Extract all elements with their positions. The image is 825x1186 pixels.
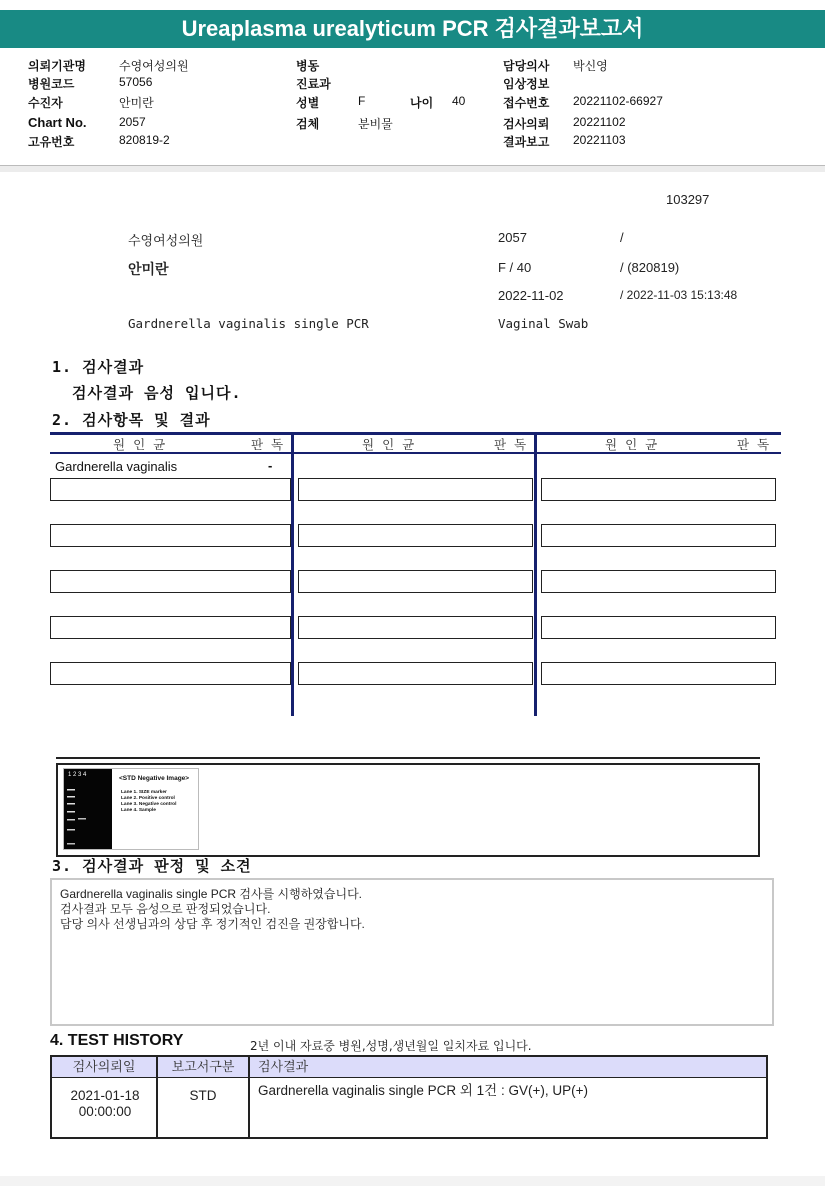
- report-title: Ureaplasma urealyticum PCR 검사결과보고서: [0, 10, 825, 48]
- summary-test-name: Gardnerella vaginalis single PCR: [128, 316, 369, 331]
- specimen-label: 검체: [296, 117, 320, 131]
- gel-lane-1: Lane 1. SIZE marker: [121, 790, 167, 795]
- gel-top-rule: [56, 757, 760, 759]
- summary-request-date: 2022-11-02: [498, 288, 564, 303]
- section2-heading: 2. 검사항목 및 결과: [52, 411, 211, 429]
- finding-line-2: 검사결과 모두 음성으로 판정되었습니다.: [60, 902, 271, 916]
- gel-bands-graphic: [64, 769, 112, 849]
- header-separator: [0, 166, 825, 172]
- summary-specimen: Vaginal Swab: [498, 316, 589, 331]
- chart-value: 2057: [119, 115, 146, 129]
- header-row-2: [0, 75, 825, 93]
- receipt-value: 20221102-66927: [573, 94, 663, 108]
- result-box: [50, 662, 291, 685]
- history-col-type: 보고서구분: [171, 1060, 235, 1075]
- col1-reading-header: 판독: [251, 437, 292, 452]
- col3-reading-header: 판독: [737, 437, 778, 452]
- gel-lane-4: Lane 4. Sample: [121, 808, 156, 813]
- gel-image: [63, 768, 199, 850]
- result-box: [541, 616, 776, 639]
- col3-pathogen-header: 원인균: [605, 437, 666, 452]
- result-box: [541, 524, 776, 547]
- summary-chart: 2057: [498, 230, 527, 245]
- summary-sex-age: F / 40: [498, 260, 532, 275]
- section4-heading: 4. TEST HISTORY: [50, 1032, 184, 1049]
- receipt-label: 접수번호: [503, 96, 550, 110]
- ward-label: 병동: [296, 59, 320, 73]
- header-row-3: [0, 94, 825, 112]
- summary-patient: 안미란: [128, 261, 169, 277]
- age-value: 40: [452, 94, 466, 108]
- specimen-value: 분비물: [358, 117, 393, 131]
- chart-label: Chart No.: [28, 115, 87, 130]
- sex-value: F: [358, 94, 366, 108]
- results-grid-header-bottom: [50, 452, 781, 454]
- summary-birth: / (820819): [620, 260, 680, 275]
- unique-label: 고유번호: [28, 135, 75, 149]
- hospital-code-label: 병원코드: [28, 77, 75, 91]
- history-row-type: STD: [189, 1088, 217, 1103]
- history-col-date: 검사의뢰일: [72, 1060, 136, 1075]
- result-box: [50, 524, 291, 547]
- summary-report-datetime: / 2022-11-03 15:13:48: [620, 288, 738, 302]
- result-item-reading: -: [268, 458, 273, 473]
- doctor-value: 박신영: [573, 59, 608, 73]
- history-header-row: [52, 1057, 766, 1078]
- unique-value: 820819-2: [119, 133, 170, 147]
- request-label: 검사의뢰: [503, 117, 550, 131]
- col2-reading-header: 판독: [494, 437, 535, 452]
- section3-heading: 3. 검사결과 판정 및 소견: [52, 857, 252, 875]
- summary-slash: /: [620, 230, 624, 245]
- result-box: [541, 570, 776, 593]
- col2-pathogen-header: 원인균: [362, 437, 423, 452]
- result-box: [298, 616, 533, 639]
- section1-heading: 1. 검사결과: [52, 358, 145, 376]
- header-row-5: [0, 133, 825, 151]
- col1-pathogen-header: 원인균: [113, 437, 174, 452]
- age-label: 나이: [410, 96, 434, 110]
- result-box: [298, 570, 533, 593]
- clinical-label: 임상정보: [503, 77, 550, 91]
- results-col-divider-2: [534, 432, 537, 716]
- result-box: [50, 570, 291, 593]
- gel-lane-numbers: 1 2 3 4: [68, 772, 87, 778]
- result-box: [50, 616, 291, 639]
- sex-label: 성별: [296, 96, 320, 110]
- institution-label: 의뢰기관명: [28, 59, 86, 73]
- report-label: 결과보고: [503, 135, 550, 149]
- result-box: [298, 662, 533, 685]
- section1-result: 검사결과 음성 입니다.: [72, 384, 242, 402]
- result-box: [50, 478, 291, 501]
- summary-id: 103297: [666, 192, 710, 207]
- history-col-result: 검사결과: [258, 1060, 309, 1075]
- result-box: [298, 524, 533, 547]
- hospital-code-value: 57056: [119, 75, 153, 89]
- history-row-result: Gardnerella vaginalis single PCR 외 1건 : GV(+), UP(+): [258, 1083, 588, 1098]
- request-value: 20221102: [573, 115, 626, 129]
- summary-institution: 수영여성의원: [128, 233, 204, 248]
- history-row-time: 00:00:00: [78, 1104, 132, 1119]
- dept-label: 진료과: [296, 77, 331, 91]
- gel-title: <STD Negative Image>: [119, 775, 190, 782]
- header-row-4: [0, 115, 825, 133]
- header-row-1: [0, 57, 825, 75]
- history-table: [50, 1055, 768, 1139]
- history-divider-2: [248, 1057, 250, 1137]
- report-value: 20221103: [573, 133, 626, 147]
- result-item-name: Gardnerella vaginalis: [55, 459, 178, 474]
- finding-line-1: Gardnerella vaginalis single PCR 검사를 시행하였습니다.: [60, 887, 363, 901]
- result-box: [541, 478, 776, 501]
- header-info: [0, 50, 825, 166]
- history-row-date: 2021-01-18: [70, 1088, 140, 1103]
- results-col-divider-1: [291, 432, 294, 716]
- institution-value: 수영여성의원: [119, 59, 189, 73]
- doctor-label: 담당의사: [503, 59, 550, 73]
- history-note: 2년 이내 자료중 병원,성명,생년월일 일치자료 입니다.: [250, 1039, 532, 1053]
- finding-line-3: 담당 의사 선생님과의 상담 후 정기적인 검진을 권장합니다.: [60, 917, 365, 931]
- result-box: [298, 478, 533, 501]
- gel-lanes-image: [64, 769, 112, 849]
- gel-lane-3: Lane 3. Negative control: [121, 802, 177, 807]
- gel-lane-2: Lane 2. Positive control: [121, 796, 175, 801]
- result-box: [541, 662, 776, 685]
- patient-label: 수진자: [28, 96, 63, 110]
- patient-value: 안미란: [119, 96, 154, 110]
